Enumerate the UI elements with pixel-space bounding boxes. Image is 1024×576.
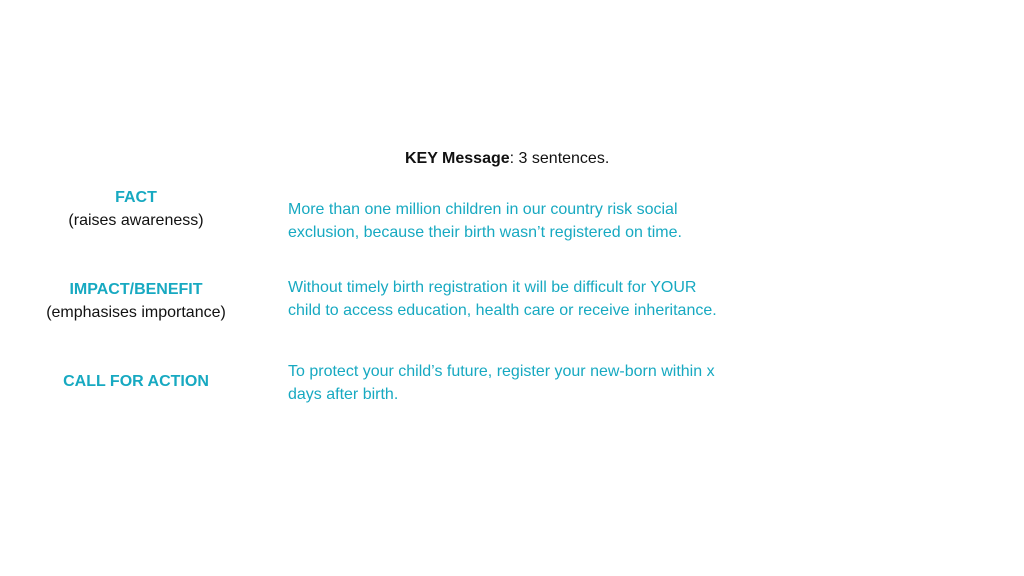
impact-benefit-message	[288, 276, 788, 322]
key-message-header	[405, 150, 609, 168]
key-message-detail: : 3 sentences.	[509, 150, 610, 167]
impact-benefit-subtitle: (emphasises importance)	[46, 304, 226, 321]
fact-message-line-1: More than one million children in our country risk social	[288, 201, 678, 218]
fact-message	[288, 198, 788, 244]
call-for-action-message	[288, 360, 788, 406]
call-for-action-label	[0, 370, 272, 393]
fact-subtitle: (raises awareness)	[68, 212, 204, 229]
call-for-action-title: CALL FOR ACTION	[63, 373, 209, 390]
key-message-label: KEY Message	[405, 150, 510, 167]
call-for-action-message-line-2: days after birth.	[288, 386, 399, 403]
fact-label	[0, 186, 272, 232]
fact-message-line-2: exclusion, because their birth wasn’t registered on time.	[288, 224, 682, 241]
call-for-action-message-line-1: To protect your child’s future, register your new-born within x	[288, 363, 715, 380]
fact-title: FACT	[115, 189, 157, 206]
impact-benefit-message-line-2: child to access education, health care or receive inheritance.	[288, 302, 717, 319]
impact-benefit-label	[0, 278, 272, 324]
impact-benefit-message-line-1: Without timely birth registration it will be difficult for YOUR	[288, 279, 697, 296]
impact-benefit-title: IMPACT/BENEFIT	[69, 281, 203, 298]
